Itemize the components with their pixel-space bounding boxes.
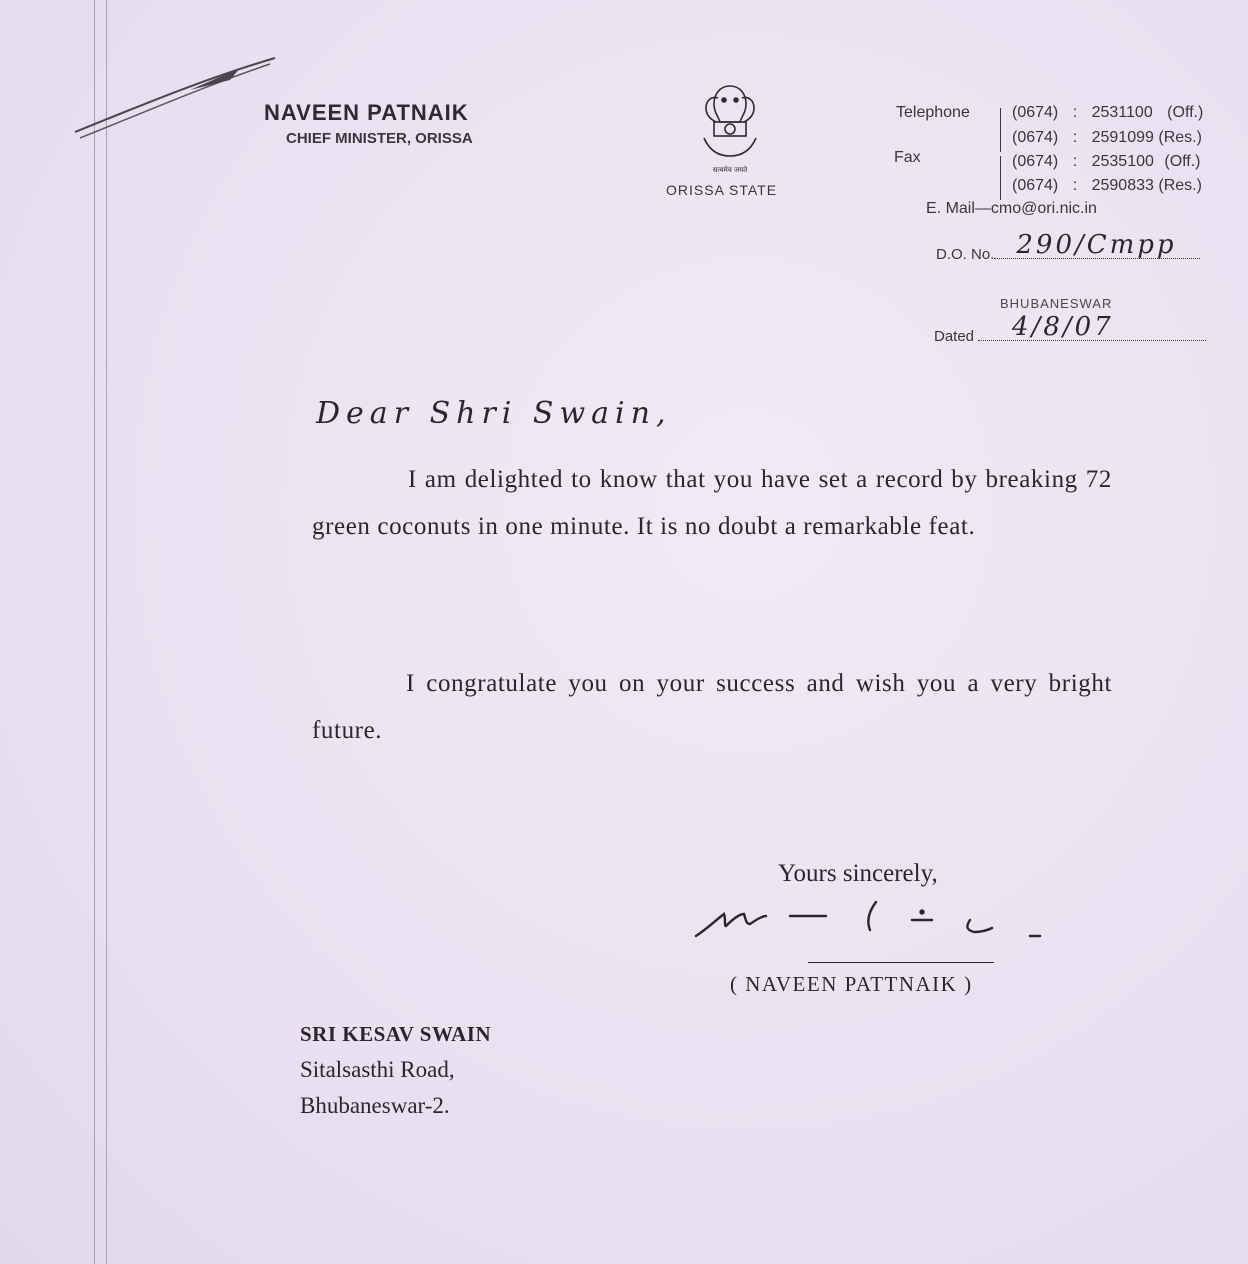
state-emblem-icon (690, 78, 770, 178)
telephone-line-office: (0674) : 2531100 (Off.) (1012, 104, 1204, 121)
sender-block (264, 100, 473, 147)
body-paragraph: I am delighted to know that you have set a record by breaking 72 green coconuts in one minute. It is no doubt a remarkable feat. (312, 466, 1112, 540)
dated-line (934, 312, 1206, 345)
page-edge-line (94, 0, 95, 1264)
signature-underline (808, 962, 994, 963)
printed-name: ( NAVEEN PATTNAIK ) (730, 972, 973, 996)
do-number-value: 290/Cmpp (1016, 230, 1177, 260)
handwritten-signature (690, 890, 1050, 950)
emblem-motto: सत्यमेव जयते (712, 166, 748, 174)
emblem-caption: ORISSA STATE (666, 182, 778, 198)
recipient-name: SRI KESAV SWAIN (300, 1022, 492, 1046)
page-edge-line (106, 0, 107, 1264)
do-number-line (936, 230, 1200, 263)
telephone-label: Telephone (896, 104, 970, 121)
do-number-label: D.O. No. (936, 246, 995, 263)
recipient-address-line: Sitalsasthi Road, (300, 1057, 455, 1082)
sender-name: NAVEEN PATNAIK (264, 100, 469, 125)
fax-line-office: (0674) : 2535100 (Off.) (1012, 153, 1201, 170)
telephone-line-residence: (0674) : 2591099 (Res.) (1012, 129, 1202, 146)
city-label: BHUBANESWAR (1000, 296, 1113, 311)
sender-title: CHIEF MINISTER, ORISSA (286, 130, 473, 147)
body-paragraph: I congratulate you on your success and wish you a very bright future. (312, 670, 1112, 744)
salutation: Dear Shri Swain, (316, 396, 672, 431)
dated-label: Dated (934, 328, 975, 345)
fax-label: Fax (894, 149, 921, 166)
email-address: E. Mail—cmo@ori.nic.in (926, 200, 1097, 217)
fax-bracket (1000, 156, 1007, 200)
recipient-address-line: Bhubaneswar-2. (300, 1093, 450, 1118)
dated-value: 4/8/07 (1012, 312, 1114, 342)
valediction: Yours sincerely, (778, 860, 938, 887)
fax-line-residence: (0674) : 2590833 (Res.) (1012, 177, 1202, 194)
pen-scribble-mark (70, 50, 280, 150)
telephone-bracket (1000, 108, 1007, 152)
recipient-address-block (300, 1016, 491, 1124)
